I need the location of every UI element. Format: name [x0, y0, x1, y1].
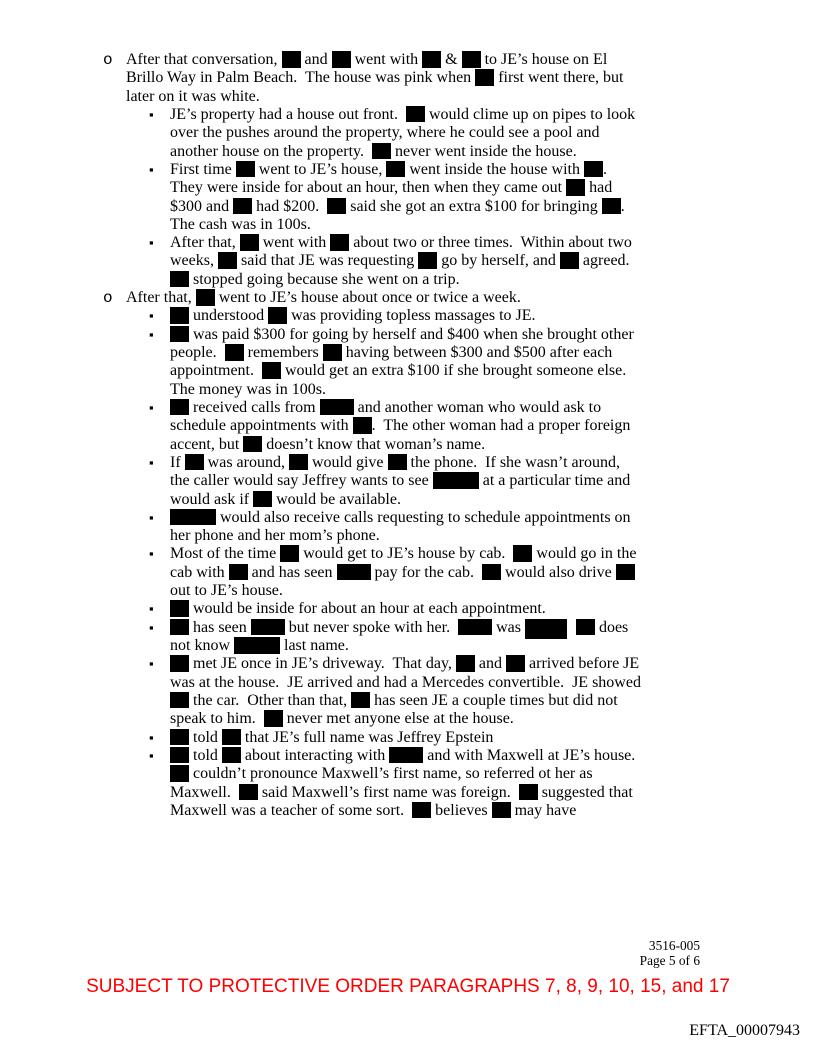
redaction-box [458, 619, 492, 636]
line-text: the phone. If she wasn’t around, [406, 453, 620, 471]
outline-line [0, 747, 816, 765]
outline-item [0, 289, 816, 820]
outline-subitem [0, 234, 816, 289]
redaction-box [170, 509, 216, 526]
protective-order-notice: SUBJECT TO PROTECTIVE ORDER PARAGRAPHS 7, 8, 9, 10, 15, and 17 [86, 976, 730, 997]
redaction-box [330, 234, 349, 251]
redaction-box [225, 344, 244, 361]
redaction-box [233, 198, 252, 215]
redaction-box [243, 436, 262, 453]
outline-subitem [0, 619, 816, 656]
outline-subitem [0, 509, 816, 546]
redaction-box [525, 619, 567, 639]
redaction-box [170, 729, 189, 746]
line-text: First time [170, 160, 236, 178]
redaction-box [584, 161, 603, 178]
outline-line [0, 600, 816, 618]
redaction-box [222, 747, 241, 764]
redaction-box [268, 307, 287, 324]
line-text: & [441, 51, 462, 68]
line-text: said Maxwell’s first name was foreign. [257, 783, 519, 801]
outline-line [0, 582, 816, 600]
outline-line [0, 161, 816, 179]
line-text: Brillo Way in Palm Beach. The house was pink when [126, 69, 476, 87]
outline-line [0, 289, 816, 307]
outline-subitem [0, 747, 816, 820]
line-text: told [189, 728, 222, 746]
line-text: was [492, 618, 525, 636]
redaction-box [616, 564, 635, 581]
outline-line [0, 399, 816, 417]
redaction-box [234, 637, 280, 654]
line-text: was paid $300 for going by herself and $400 when she brought other [189, 325, 634, 343]
redaction-box [170, 399, 189, 416]
redaction-box [388, 454, 407, 471]
outline-line [0, 784, 816, 802]
square-bullet: ▪ [149, 729, 154, 745]
line-text: pay for the cab. [370, 563, 483, 581]
redaction-box [418, 252, 437, 269]
line-text: her phone and her mom’s phone. [170, 527, 380, 545]
line-text: over the pushes around the property, where he could see a pool and [170, 124, 600, 142]
outline-line [0, 124, 816, 142]
redaction-box [456, 655, 475, 672]
outline-line [0, 545, 816, 563]
square-bullet: ▪ [149, 656, 154, 672]
outline-subitem [0, 326, 816, 399]
redaction-box [576, 619, 595, 636]
outline-line [0, 509, 816, 527]
outline-line [0, 674, 816, 692]
document-number: 3516-005 [648, 938, 700, 953]
redaction-box [185, 454, 204, 471]
outline-line [0, 198, 816, 216]
outline-line [0, 491, 816, 509]
outline-line [0, 179, 816, 197]
square-bullet: ▪ [149, 161, 154, 177]
line-text: was around, [203, 453, 289, 471]
redaction-box [412, 802, 431, 819]
line-text: and another woman who would ask to [353, 398, 602, 416]
outline-line [0, 143, 816, 161]
square-bullet: ▪ [149, 399, 154, 415]
line-text: understood [189, 307, 269, 325]
outline-subitem [0, 399, 816, 454]
line-text: appointment. [170, 362, 262, 380]
outline-subitem [0, 729, 816, 747]
redaction-box [262, 362, 281, 379]
redaction-box [519, 784, 538, 801]
line-text: would also receive calls requesting to schedule appointments on [216, 508, 631, 526]
redaction-box [386, 161, 405, 178]
line-text: the car. Other than that, [189, 691, 352, 709]
line-text: received calls from [189, 398, 320, 416]
line-text: and has seen [247, 563, 337, 581]
redaction-box [372, 143, 391, 160]
redaction-box [475, 69, 494, 86]
outline-line [0, 106, 816, 124]
line-text: would clime up on pipes to look [424, 105, 636, 123]
redaction-box [337, 564, 371, 581]
redaction-box [170, 692, 189, 709]
line-text: would also drive [501, 563, 616, 581]
line-text: out to JE’s house. [170, 582, 283, 600]
line-text: and [474, 655, 507, 673]
line-text: schedule appointments with [170, 417, 353, 435]
line-text: stopped going because she went on a trip. [189, 270, 460, 288]
outline-line [0, 326, 816, 344]
redaction-box [170, 747, 189, 764]
line-text: has seen [189, 618, 251, 636]
outline-line [0, 692, 816, 710]
circle-bullet: o [103, 289, 113, 308]
line-text: first went there, but [494, 69, 624, 87]
redaction-box [406, 106, 425, 123]
line-text: another house on the property. [170, 142, 373, 160]
redaction-box [236, 161, 255, 178]
square-bullet: ▪ [149, 509, 154, 525]
line-text: weeks, [170, 252, 218, 270]
line-text: was providing topless massages to JE. [287, 307, 536, 325]
page-number: Page 5 of 6 [639, 953, 700, 969]
line-text: The money was in 100s. [170, 380, 326, 398]
line-text: went to JE’s house about once or twice a week. [214, 289, 521, 307]
line-text: . [602, 160, 607, 178]
line-text: Most of the time [170, 545, 281, 563]
line-text: went to JE’s house, [254, 160, 387, 178]
line-text: doesn’t know that woman’s name. [262, 435, 486, 453]
line-text: having between $300 and $500 after each [341, 344, 613, 361]
outline-line [0, 344, 816, 362]
line-text: never met anyone else at the house. [282, 710, 514, 728]
line-text: arrived before JE [525, 655, 640, 673]
redaction-box [170, 600, 189, 617]
outline-line [0, 362, 816, 380]
line-text: later on it was white. [126, 87, 260, 105]
outline-line [0, 234, 816, 252]
square-bullet: ▪ [149, 235, 154, 251]
line-text: was at the house. JE arrived and had a Mercedes convertible. JE showed [170, 673, 641, 691]
outline-subitem [0, 545, 816, 600]
line-text: . The other woman had a proper foreign [371, 417, 631, 435]
line-text: had [585, 179, 613, 197]
redaction-box [566, 179, 585, 196]
line-text: last name. [280, 637, 349, 654]
outline-line [0, 710, 816, 728]
line-text: speak to him. [170, 710, 264, 728]
line-text: If [170, 453, 185, 471]
line-text: told [189, 746, 222, 764]
outline-line [0, 271, 816, 289]
redaction-box [506, 655, 525, 672]
outline-item [0, 51, 816, 289]
redaction-box [323, 344, 342, 361]
redaction-box [170, 619, 189, 636]
outline-line [0, 381, 816, 399]
line-text: After that conversation, [126, 51, 282, 68]
outline-subitem [0, 655, 816, 728]
line-text: does [594, 618, 629, 636]
line-text: . [620, 197, 625, 215]
redaction-box [170, 765, 189, 782]
redaction-box [239, 784, 258, 801]
redaction-box [433, 472, 479, 489]
line-text: went inside the house with [405, 160, 584, 178]
outline-line [0, 527, 816, 545]
line-text: the caller would say Jeffrey wants to see [170, 472, 433, 490]
redaction-box [280, 545, 299, 562]
line-text: never went inside the house. [391, 142, 577, 160]
outline-line [0, 216, 816, 234]
outline-line [0, 88, 816, 106]
redaction-box [170, 307, 189, 324]
line-text: and [300, 51, 332, 68]
line-text: Maxwell was a teacher of some sort. [170, 801, 413, 819]
redaction-box [229, 564, 248, 581]
redaction-box [422, 51, 441, 68]
redaction-box [196, 289, 215, 306]
line-text: go by herself, and [437, 252, 560, 270]
square-bullet: ▪ [149, 546, 154, 562]
outline-subitem [0, 307, 816, 325]
redaction-box [492, 802, 511, 819]
redaction-box [253, 491, 272, 508]
outline-line [0, 802, 816, 820]
redaction-box [170, 326, 189, 343]
line-text: would get an extra $100 if she brought someone else. [280, 362, 627, 380]
line-text: agreed. [578, 252, 630, 270]
redaction-box [602, 198, 621, 215]
square-bullet: ▪ [149, 326, 154, 342]
outline-line [0, 564, 816, 582]
line-text: went with [350, 51, 423, 68]
line-text: suggested that [537, 783, 633, 801]
line-text: about interacting with [240, 746, 390, 764]
outline-line [0, 472, 816, 490]
redaction-box [351, 692, 370, 709]
square-bullet: ▪ [149, 601, 154, 617]
outline-line [0, 307, 816, 325]
redaction-box [513, 545, 532, 562]
square-bullet: ▪ [149, 308, 154, 324]
line-text: that JE’s full name was Jeffrey Epstein [240, 728, 494, 746]
page-footer [640, 938, 700, 969]
redaction-box [170, 271, 189, 288]
line-text: has seen JE a couple times but did not [370, 691, 618, 709]
redaction-box [482, 564, 501, 581]
line-text: at a particular time and [478, 472, 631, 490]
line-text: After that, [126, 289, 196, 307]
redaction-box [320, 399, 354, 416]
outline-line [0, 51, 816, 69]
line-text: would get to JE’s house by cab. [299, 545, 514, 563]
outline-line [0, 637, 816, 655]
line-text: The cash was in 100s. [170, 215, 311, 233]
line-text: people. [170, 344, 225, 361]
line-text: Maxwell. [170, 783, 239, 801]
outline-line [0, 619, 816, 637]
line-text: went with [258, 234, 331, 252]
line-text: had $200. [252, 197, 328, 215]
square-bullet: ▪ [149, 619, 154, 635]
line-text: couldn’t pronounce Maxwell’s first name, so referred ot her as [189, 765, 593, 783]
line-text: said that JE was requesting [236, 252, 419, 270]
outline-subitem [0, 106, 816, 161]
redaction-box [560, 252, 579, 269]
outline-subitem [0, 454, 816, 509]
line-text: and with Maxwell at JE’s house. [423, 746, 636, 764]
line-text: cab with [170, 563, 229, 581]
outline-line [0, 729, 816, 747]
line-text: would ask if [170, 490, 254, 508]
bates-number: EFTA_00007943 [689, 1022, 800, 1039]
redaction-box [264, 710, 283, 727]
redaction-box [170, 655, 189, 672]
square-bullet: ▪ [149, 106, 154, 122]
outline-subitem [0, 600, 816, 618]
line-text: would be available. [272, 490, 401, 508]
line-text: would be inside for about an hour at each appointment. [189, 600, 546, 618]
outline-line [0, 655, 816, 673]
line-text: met JE once in JE’s driveway. That day, [189, 655, 456, 673]
document-body [0, 51, 816, 820]
redaction-box [353, 417, 372, 434]
line-text: accent, but [170, 435, 244, 453]
outline-line [0, 252, 816, 270]
line-text: said she got an extra $100 for bringing [346, 197, 602, 215]
line-text: about two or three times. Within about two [349, 234, 632, 252]
redaction-box [240, 234, 259, 251]
line-text: not know [170, 637, 234, 654]
redaction-box [222, 729, 241, 746]
line-text: $300 and [170, 197, 234, 215]
outline-line [0, 765, 816, 783]
outline-line [0, 454, 816, 472]
line-text: After that, [170, 234, 240, 252]
circle-bullet: o [103, 51, 113, 69]
outline-line [0, 436, 816, 454]
line-text: but never spoke with her. [284, 618, 459, 636]
redaction-box [282, 51, 301, 68]
redaction-box [327, 198, 346, 215]
redaction-box [251, 619, 285, 636]
line-text: may have [510, 801, 577, 819]
outline-subitem [0, 161, 816, 234]
redaction-box [389, 747, 423, 764]
line-text: remembers [243, 344, 323, 361]
redaction-box [289, 454, 308, 471]
outline-line [0, 69, 816, 87]
line-text: They were inside for about an hour, then when they came out [170, 179, 567, 197]
square-bullet: ▪ [149, 747, 154, 763]
redaction-box [218, 252, 237, 269]
redaction-box [332, 51, 351, 68]
line-text: would give [307, 453, 388, 471]
outline-line [0, 417, 816, 435]
line-text: to JE’s house on El [480, 51, 608, 68]
line-text: would go in the [532, 545, 637, 563]
square-bullet: ▪ [149, 454, 154, 470]
line-text: JE’s property had a house out front. [170, 105, 406, 123]
redaction-box [462, 51, 481, 68]
line-text: believes [431, 801, 492, 819]
